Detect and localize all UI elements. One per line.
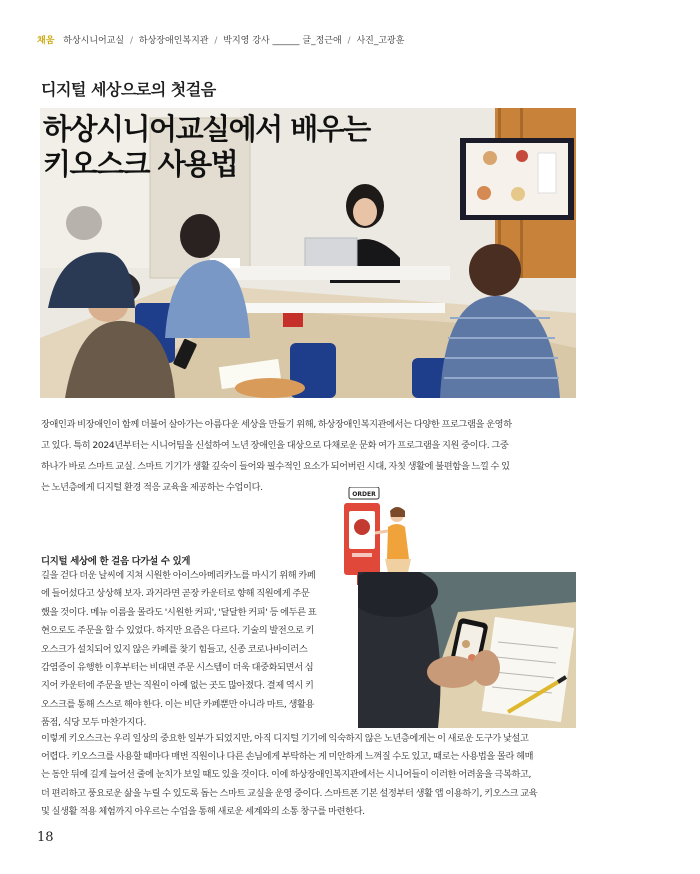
text-line: 하나가 바로 스마트 교실. 스마트 기기가 생활 깊숙이 들어와 필수적인 요소가 되어버린 시대, 자칫 생활에 불편함을 느낄 수 있 <box>41 461 510 472</box>
text-line: 이렇게 키오스크는 우리 일상의 중요한 일부가 되었지만, 아직 디지털 기기에 익숙하지 않은 노년층에게는 이 새로운 도구가 낯설고 <box>41 733 529 744</box>
writer-credit: 글_정근애 <box>302 36 342 46</box>
breadcrumb-blank: ______ <box>272 36 300 46</box>
order-sign-text: ORDER <box>352 491 376 498</box>
breadcrumb-separator: / <box>347 36 351 46</box>
breadcrumb-item: 하상장애인복지관 <box>138 36 209 46</box>
breadcrumb-item: 박지영 강사 <box>223 36 270 46</box>
text-line: 지어 카운터에 주문을 받는 직원이 아예 없는 곳도 많아졌다. 결제 역시 키 <box>41 680 314 692</box>
title-line: 하상시니어교실에서 배우는 <box>43 112 370 146</box>
section-label: 채움 <box>37 36 55 46</box>
page-number: 18 <box>37 830 54 845</box>
text-line: 더 편리하고 풍요로운 삶을 누릴 수 있도록 돕는 스마트 교실을 운영 중이다. 스마트폰 기본 설정부터 생활 앱 이용하기, 키오스크 교육 <box>41 787 538 799</box>
intro-paragraph <box>41 414 577 498</box>
text-line: 품점, 식당 모두 마찬가지다. <box>41 717 147 729</box>
text-line: 오스크를 통해 스스로 해야 한다. 이는 비단 카페뿐만 아니라 마트, 생활용 <box>41 698 315 710</box>
text-line: 고 있다. 특히 2024년부터는 시니어팀을 신설하여 노년 장애인을 대상으로 다채로운 문화 여가 프로그램을 지원 중이다. 그중 <box>41 440 509 451</box>
text-line: 현으로도 주문을 할 수 있었다. 하지만 요즘은 다르다. 기술의 발전으로 키 <box>41 625 315 637</box>
breadcrumb-item: 하상시니어교실 <box>63 36 125 46</box>
text-line: 했을 것이다. 메뉴 이름을 몰라도 '시원한 커피', '달달한 커피' 등 에두른 표 <box>41 606 317 618</box>
text-line: 는 노년층에게 디지털 환경 적응 교육을 제공하는 수업이다. <box>41 482 263 493</box>
text-line: 는 동안 뒤에 길게 늘어선 줄에 눈치가 보일 때도 있을 것이다. 이에 하상장애인복지관에서는 시니어들이 이러한 어려움을 극복하고, <box>41 769 532 781</box>
smartphone-photo <box>358 572 576 728</box>
page-header <box>37 33 404 46</box>
text-line: 감염증이 유행한 이후부터는 비대면 주문 시스템이 더욱 대중화되면서 심 <box>41 662 314 674</box>
text-line: 길을 걷다 더운 날씨에 지쳐 시원한 아이스아메리카노를 마시기 위해 카페 <box>41 570 316 581</box>
article-kicker: 디지털 세상으로의 첫걸음 <box>41 80 216 99</box>
photo-credit: 사진_고광훈 <box>356 36 405 46</box>
text-line: 에 들어섰다고 상상해 보자. 과거라면 곧장 카운터로 향해 직원에게 주문 <box>41 588 310 600</box>
body-column <box>41 567 353 733</box>
text-line: 장애인과 비장애인이 함께 더불어 살아가는 아름다운 세상을 만들기 위해, 하상장애인복지관에서는 다양한 프로그램을 운영하 <box>41 419 512 430</box>
article-title <box>43 112 370 182</box>
text-line: 어렵다. 키오스크를 사용할 때마다 매번 직원이나 다른 손님에게 부탁하는 게 미안하게 느껴질 수도 있고, 때로는 사용법을 몰라 헤매 <box>41 751 534 763</box>
closing-paragraph <box>41 730 577 821</box>
text-line: 오스크가 설치되어 있지 않은 카페를 찾기 힘들고, 신종 코로나바이러스 <box>41 643 308 655</box>
breadcrumb-separator: / <box>130 36 134 46</box>
breadcrumb-separator: / <box>214 36 218 46</box>
text-line: 및 실생활 적용 체험까지 아우르는 수업을 통해 새로운 세계와의 소통 창구를 마련한다. <box>41 805 365 817</box>
section-subheading: 디지털 세상에 한 걸음 다가설 수 있게 <box>41 556 191 567</box>
title-line: 키오스크 사용법 <box>43 147 238 181</box>
